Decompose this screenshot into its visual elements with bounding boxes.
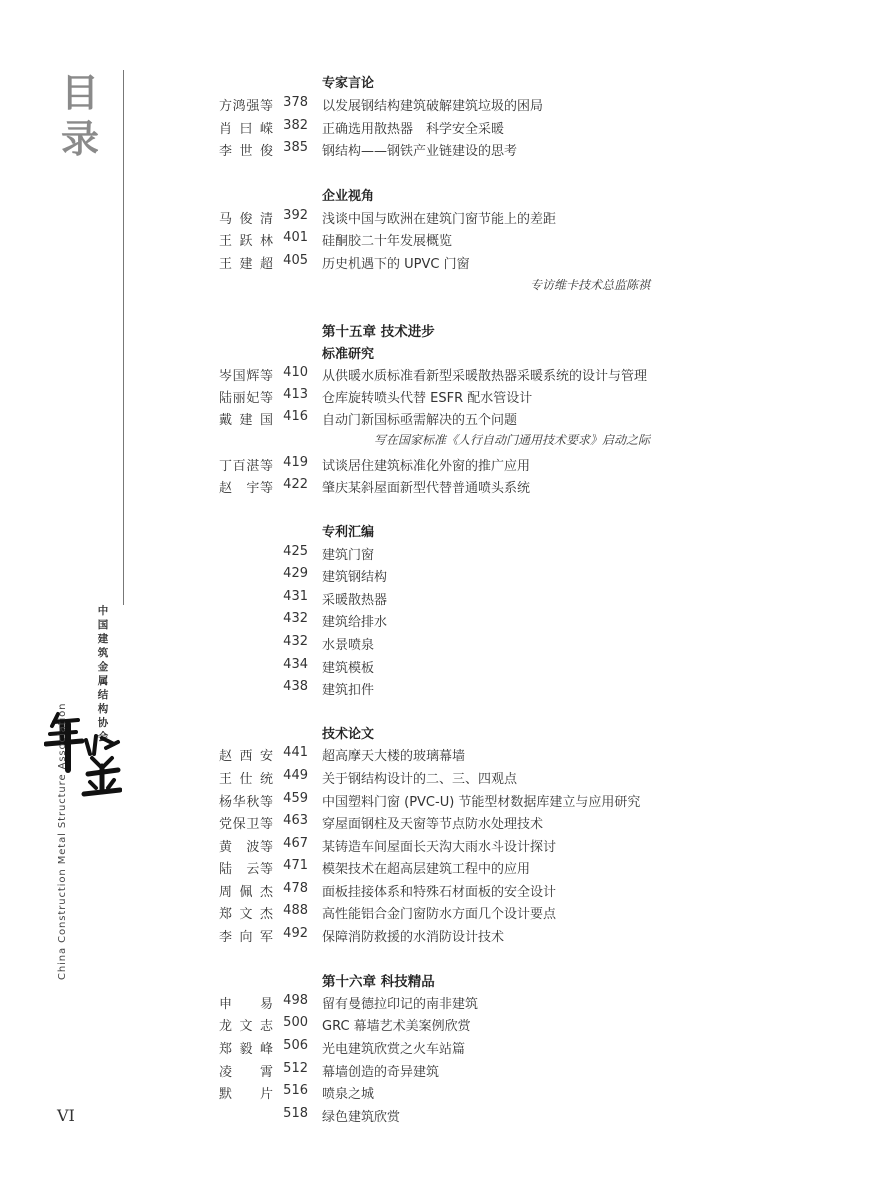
toc-title[interactable]: 硅酮胶二十年发展概览 xyxy=(322,234,453,249)
toc-title[interactable]: 自动门新国标亟需解决的五个问题 xyxy=(322,413,518,428)
toc-title[interactable]: 历史机遇下的 UPVC 门窗 xyxy=(322,257,470,272)
toc-page: 401 xyxy=(283,230,308,245)
toc-subtitle: 专访维卡技术总监陈祺 xyxy=(529,278,650,292)
toc-author: 杨华秋等 xyxy=(219,795,273,810)
toc-title[interactable]: 建筑模板 xyxy=(322,661,375,676)
toc-page: 405 xyxy=(283,253,308,268)
toc-page: 441 xyxy=(283,745,308,760)
toc-title[interactable]: 留有曼德拉印记的南非建筑 xyxy=(322,997,479,1012)
vertical-divider xyxy=(123,70,124,605)
toc-subtitle: 写在国家标准《人行自动门通用技术要求》启动之际 xyxy=(373,433,650,447)
toc-title[interactable]: 仓库旋转喷头代替 ESFR 配水管设计 xyxy=(322,391,533,406)
toc-author: 李向军 xyxy=(219,930,273,945)
toc-page: 471 xyxy=(283,858,308,873)
toc-page: 516 xyxy=(283,1083,308,1098)
section-heading-standards: 标准研究 xyxy=(322,347,375,362)
toc-page: 438 xyxy=(283,679,308,694)
toc-author: 党保卫等 xyxy=(219,817,273,832)
section-heading-patents: 专利汇编 xyxy=(322,525,375,540)
toc-author: 黄 波等 xyxy=(219,840,273,855)
toc-author: 周佩杰 xyxy=(219,885,273,900)
toc-page: 506 xyxy=(283,1038,308,1053)
toc-title[interactable]: 正确选用散热器 科学安全采暖 xyxy=(322,122,505,137)
toc-page: 431 xyxy=(283,589,308,604)
toc-author: 方鸿强等 xyxy=(219,99,273,114)
chapter-heading-16: 第十六章 科技精品 xyxy=(322,974,435,990)
toc-page: 500 xyxy=(283,1015,308,1030)
page-title-char-1: 目 xyxy=(60,71,99,115)
side-title-english: China Construction Metal Structure Association xyxy=(57,702,68,980)
toc-title[interactable]: 建筑门窗 xyxy=(322,548,375,563)
toc-author: 李世俊 xyxy=(219,144,273,159)
toc-author: 申 易 xyxy=(219,997,273,1012)
toc-title[interactable]: 水景喷泉 xyxy=(322,638,375,653)
toc-page: 425 xyxy=(283,544,308,559)
toc-title[interactable]: 超高摩天大楼的玻璃幕墙 xyxy=(322,749,466,764)
toc-page: 422 xyxy=(283,477,308,492)
toc-page: 434 xyxy=(283,657,308,672)
toc-title[interactable]: 采暖散热器 xyxy=(322,593,388,608)
chapter-heading-15: 第十五章 技术进步 xyxy=(322,324,435,340)
toc-title[interactable]: 肇庆某斜屋面新型代替普通喷头系统 xyxy=(322,481,531,496)
toc-title[interactable]: 浅谈中国与欧洲在建筑门窗节能上的差距 xyxy=(322,212,557,227)
page-number: VI xyxy=(57,1106,75,1125)
toc-title[interactable]: 保障消防救援的水消防设计技术 xyxy=(322,930,505,945)
toc-page: 449 xyxy=(283,768,308,783)
toc-title[interactable]: 某铸造车间屋面长天沟大雨水斗设计探讨 xyxy=(322,840,557,855)
toc-author: 陆 云等 xyxy=(219,862,273,877)
toc-author: 龙文志 xyxy=(219,1019,273,1034)
toc-title[interactable]: 钢结构——钢铁产业链建设的思考 xyxy=(322,144,518,159)
toc-title[interactable]: 建筑钢结构 xyxy=(322,570,388,585)
toc-title[interactable]: 以发展钢结构建筑破解建筑垃圾的困局 xyxy=(322,99,544,114)
toc-author: 岑国辉等 xyxy=(219,369,273,384)
toc-page: 378 xyxy=(283,95,308,110)
toc-author: 郑文杰 xyxy=(219,907,273,922)
toc-title[interactable]: GRC 幕墙艺术美案例欣赏 xyxy=(322,1019,471,1034)
toc-page: 413 xyxy=(283,387,308,402)
toc-title[interactable]: 建筑给排水 xyxy=(322,615,388,630)
toc-author: 王跃林 xyxy=(219,234,273,249)
toc-author: 戴建国 xyxy=(219,413,273,428)
toc-author: 默 片 xyxy=(219,1087,273,1102)
toc-author: 丁百湛等 xyxy=(219,459,273,474)
toc-page: 498 xyxy=(283,993,308,1008)
toc-author: 凌 霄 xyxy=(219,1065,273,1080)
yearbook-logo xyxy=(44,708,122,798)
toc-author: 陆丽妃等 xyxy=(219,391,273,406)
toc-page: 410 xyxy=(283,365,308,380)
toc-author: 肖曰嵘 xyxy=(219,122,273,137)
toc-page: 488 xyxy=(283,903,308,918)
toc-title[interactable]: 中国塑料门窗 (PVC-U) 节能型材数据库建立与应用研究 xyxy=(322,795,641,810)
section-heading-expert: 专家言论 xyxy=(322,76,375,91)
toc-page: 432 xyxy=(283,634,308,649)
section-heading-papers: 技术论文 xyxy=(322,727,375,742)
toc-page: 459 xyxy=(283,791,308,806)
toc-title[interactable]: 关于钢结构设计的二、三、四观点 xyxy=(322,772,518,787)
toc-page: 429 xyxy=(283,566,308,581)
toc-page: 463 xyxy=(283,813,308,828)
toc-title[interactable]: 喷泉之城 xyxy=(322,1087,375,1102)
toc-title[interactable]: 光电建筑欣赏之火车站篇 xyxy=(322,1042,466,1057)
toc-title[interactable]: 绿色建筑欣赏 xyxy=(322,1110,401,1125)
toc-title[interactable]: 试谈居住建筑标准化外窗的推广应用 xyxy=(322,459,531,474)
toc-page: 432 xyxy=(283,611,308,626)
toc-author: 王仕统 xyxy=(219,772,273,787)
toc-page: 467 xyxy=(283,836,308,851)
page-title xyxy=(58,70,102,162)
toc-page: 492 xyxy=(283,926,308,941)
toc-author: 王建超 xyxy=(219,257,273,272)
toc-page: 518 xyxy=(283,1106,308,1121)
toc-page: 416 xyxy=(283,409,308,424)
toc-author: 赵 宇等 xyxy=(219,481,273,496)
toc-title[interactable]: 幕墙创造的奇异建筑 xyxy=(322,1065,440,1080)
toc-author: 赵西安 xyxy=(219,749,273,764)
toc-title[interactable]: 高性能铝合金门窗防水方面几个设计要点 xyxy=(322,907,557,922)
toc-page: 385 xyxy=(283,140,308,155)
toc-author: 马俊清 xyxy=(219,212,273,227)
page-title-char-2: 录 xyxy=(60,117,99,161)
toc-page: 392 xyxy=(283,208,308,223)
toc-page: 419 xyxy=(283,455,308,470)
toc-title[interactable]: 穿屋面钢柱及天窗等节点防水处理技术 xyxy=(322,817,544,832)
toc-page: 478 xyxy=(283,881,308,896)
toc-author: 郑毅峰 xyxy=(219,1042,273,1057)
toc-title[interactable]: 从供暖水质标准看新型采暖散热器采暖系统的设计与管理 xyxy=(322,369,648,384)
toc-page: 512 xyxy=(283,1061,308,1076)
toc-page: 382 xyxy=(283,118,308,133)
section-heading-enterprise: 企业视角 xyxy=(322,189,375,204)
toc-title[interactable]: 模架技术在超高层建筑工程中的应用 xyxy=(322,862,531,877)
side-title-chinese: 中国建筑金属结构协会 xyxy=(97,605,109,743)
toc-title[interactable]: 建筑扣件 xyxy=(322,683,375,698)
toc-title[interactable]: 面板挂接体系和特殊石材面板的安全设计 xyxy=(322,885,557,900)
